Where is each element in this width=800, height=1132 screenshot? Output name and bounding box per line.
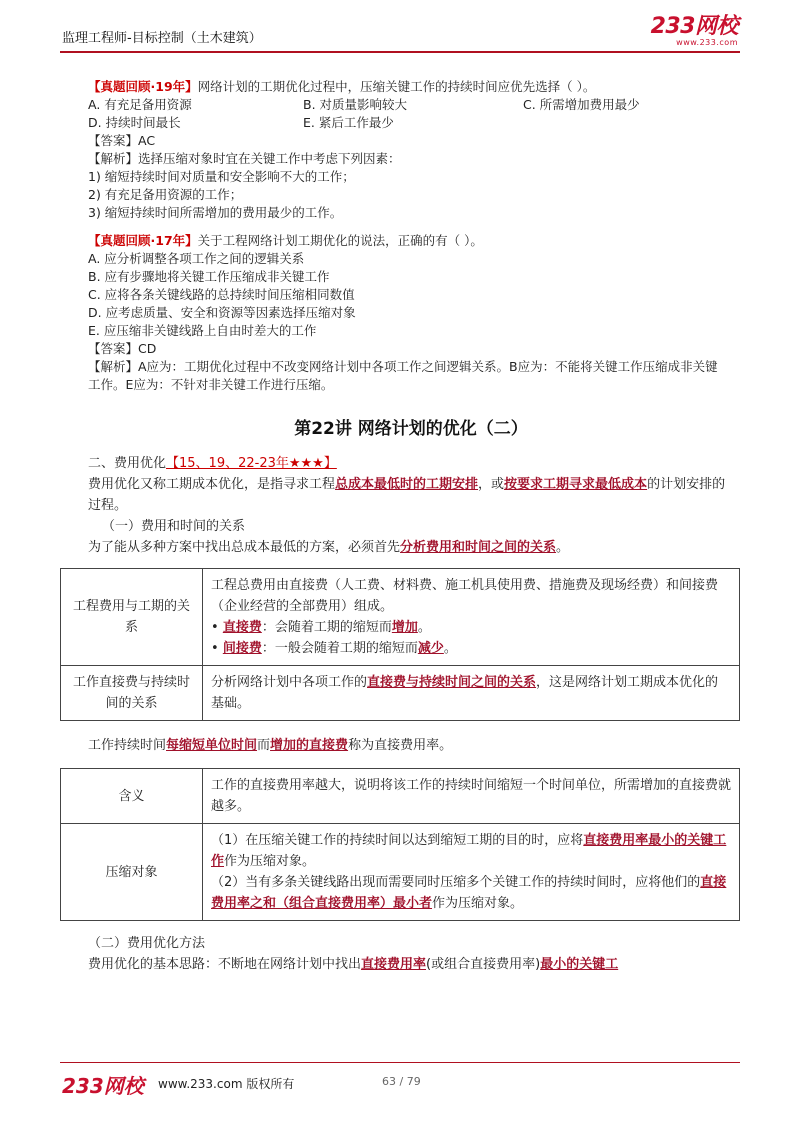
direct-cost-end: 。 (417, 620, 431, 635)
table-row (61, 824, 740, 921)
direct-cost-rate-definition (88, 735, 734, 756)
table-key-cell: 工程费用与工期的关系 (61, 569, 203, 666)
p2-text-a: 为了能从多种方案中找出总成本最低的方案，必须首先 (88, 540, 401, 555)
table-value-cell: 工作的直接费用率越大，说明将该工作的持续时间缩短一个时间单位，所需增加的直接费就越多。 (203, 769, 740, 824)
method-text-a: 费用优化的基本思路：不断地在网络计划中找出 (88, 957, 362, 972)
q1-option-b: B. 对质量影响较大 (303, 97, 408, 112)
q2-option-d: D. 应考虑质量、安全和资源等因素选择压缩对象 (88, 305, 356, 320)
logo-text: 233网校 (650, 14, 738, 39)
p1-underline-1: 总成本最低时的工期安排 (335, 477, 479, 492)
q2-analysis: 【解析】A应为：工期优化过程中不改变网络计划中各项工作之间逻辑关系。B应为：不能将关键工作压缩成非关键工作。E应为：不针对非关键工作进行压缩。 (88, 359, 718, 392)
section-paragraph-2 (88, 537, 734, 558)
q1-stem-text: 网络计划的工期优化过程中，压缩关键工作的持续时间应优先选择（ ）。 (197, 79, 596, 94)
method-paragraph (88, 954, 734, 975)
rule1-text-b: 作为压缩对象。 (224, 854, 316, 869)
table-key-cell: 工作直接费与持续时间的关系 (61, 666, 203, 721)
q2-option-b: B. 应有步骤地将关键工作压缩成非关键工作 (88, 269, 330, 284)
page-number: 63 / 79 (382, 1075, 421, 1088)
section-title: 第22讲 网络计划的优化（二） (294, 419, 528, 439)
p2-text-b: 。 (556, 540, 570, 555)
q1-analysis-3: 3) 缩短持续时间所需增加的费用最少的工作。 (88, 205, 343, 220)
table-key-cell: 含义 (61, 769, 203, 824)
section-h3: （一）费用和时间的关系 (102, 519, 246, 534)
table-row (61, 569, 740, 666)
q1-analysis-1: 1) 缩短持续时间对质量和安全影响不大的工作； (88, 169, 355, 184)
rule1-text-a: （1）在压缩关键工作的持续时间以达到缩短工期的目的时，应将 (211, 833, 584, 848)
rate-underline-1: 每缩短单位时间 (166, 738, 258, 753)
cost-composition-text: 工程总费用由直接费（人工费、材料费、施工机具使用费、措施费及现场经费）和间接费（企业经营的全部费用）组成。 (211, 578, 719, 614)
rate-underline-2: 增加的直接费 (270, 738, 349, 753)
direct-cost-desc: ：会随着工期的缩短而 (261, 620, 392, 635)
compress-rule-2 (211, 872, 731, 914)
q1-option-d: D. 持续时间最长 (88, 115, 181, 130)
footer-divider (60, 1062, 740, 1063)
brand-logo (651, 16, 738, 47)
r2-underline: 直接费与持续时间之间的关系 (367, 675, 537, 690)
q2-stem-text: 关于工程网络计划工期优化的说法，正确的有（ ）。 (197, 233, 483, 248)
q2-option-c: C. 应将各条关键线路的总持续时间压缩相同数值 (88, 287, 355, 302)
direct-cost-change: 增加 (391, 620, 418, 635)
q1-answer: 【答案】AC (88, 133, 156, 148)
r2-text-a: 分析网络计划中各项工作的 (211, 675, 368, 690)
logo-url: www.233.com (676, 38, 738, 47)
method-heading: （二）费用优化方法 (88, 936, 206, 951)
rate-text-a: 工作持续时间 (88, 738, 167, 753)
rule1-underline: 直接费用率最小的关键工作 (211, 833, 727, 869)
rate-text-b: 而 (257, 738, 271, 753)
table-row (61, 769, 740, 824)
q1-analysis-2: 2) 有充足备用资源的工作； (88, 187, 243, 202)
q2-option-e: E. 应压缩非关键线路上自由时差大的工作 (88, 323, 317, 338)
p1-text-b: ，或 (478, 477, 505, 492)
cost-time-table (60, 568, 740, 721)
q1-options-row2 (88, 114, 734, 132)
direct-cost-term: 直接费 (222, 620, 262, 635)
p1-underline-2: 按要求工期寻求最低成本 (504, 477, 648, 492)
q1-stem (88, 78, 734, 96)
method-underline-1: 直接费用率 (361, 957, 427, 972)
document-body (72, 78, 734, 975)
q1-option-a: A. 有充足备用资源 (88, 97, 192, 112)
footer-copyright: www.233.com 版权所有 (158, 1077, 295, 1091)
q1-options-row1 (88, 96, 734, 114)
table-value-cell (203, 666, 740, 721)
section-h2-text: 二、费用优化 (88, 456, 167, 471)
table-value-cell (203, 824, 740, 921)
p1-text-a: 费用优化又称工期成本优化，是指寻求工程 (88, 477, 336, 492)
table-row (61, 666, 740, 721)
q1-analysis-head: 【解析】选择压缩对象时宜在关键工作中考虑下列因素： (88, 151, 401, 166)
indirect-cost-end: 。 (443, 641, 457, 656)
method-underline-2: 最小的关键工 (540, 957, 619, 972)
cost-rate-table (60, 768, 740, 921)
rate-text-c: 称为直接费用率。 (348, 738, 453, 753)
q2-tag: 【真题回顾·17年】 (88, 233, 198, 248)
header-divider (60, 51, 740, 53)
footer-logo: 233网校 (62, 1074, 144, 1098)
p2-underline: 分析费用和时间之间的关系 (400, 540, 557, 555)
bullet-indirect-cost: • 间接费：一般会随着工期的缩短而减少。 (211, 641, 457, 656)
q2-answer: 【答案】CD (88, 341, 157, 356)
p1-text-c: 的计划安排的过程。 (88, 477, 726, 513)
section-paragraph-1 (88, 474, 734, 516)
rule2-text-b: 作为压缩对象。 (432, 896, 524, 911)
section-h2-tag: 【15、19、22-23年★★★】 (166, 456, 337, 471)
indirect-cost-desc: ：一般会随着工期的缩短而 (261, 641, 418, 656)
q2-stem (88, 232, 734, 250)
section-h2 (88, 453, 734, 474)
q2-option-a: A. 应分析调整各项工作之间的逻辑关系 (88, 251, 305, 266)
indirect-cost-change: 减少 (417, 641, 444, 656)
table-value-cell (203, 569, 740, 666)
r2-text-b: ，这是网络计划工期成本优化的基础。 (211, 675, 719, 711)
compress-rule-1 (211, 830, 731, 872)
table-key-cell: 压缩对象 (61, 824, 203, 921)
rule2-underline: 直接费用率之和（组合直接费用率）最小者 (211, 875, 727, 911)
method-text-b: (或组合直接费用率) (426, 957, 541, 972)
q1-option-c: C. 所需增加费用最少 (523, 97, 640, 112)
bullet-direct-cost: • 直接费：会随着工期的缩短而增加。 (211, 620, 431, 635)
rule2-text-a: （2）当有多条关键线路出现而需要同时压缩多个关键工作的持续时间时，应将他们的 (211, 875, 701, 890)
q1-option-e: E. 紧后工作最少 (303, 115, 394, 130)
indirect-cost-term: 间接费 (222, 641, 262, 656)
q1-tag: 【真题回顾·19年】 (88, 79, 198, 94)
header-title: 监理工程师-目标控制（土木建筑） (62, 31, 262, 46)
